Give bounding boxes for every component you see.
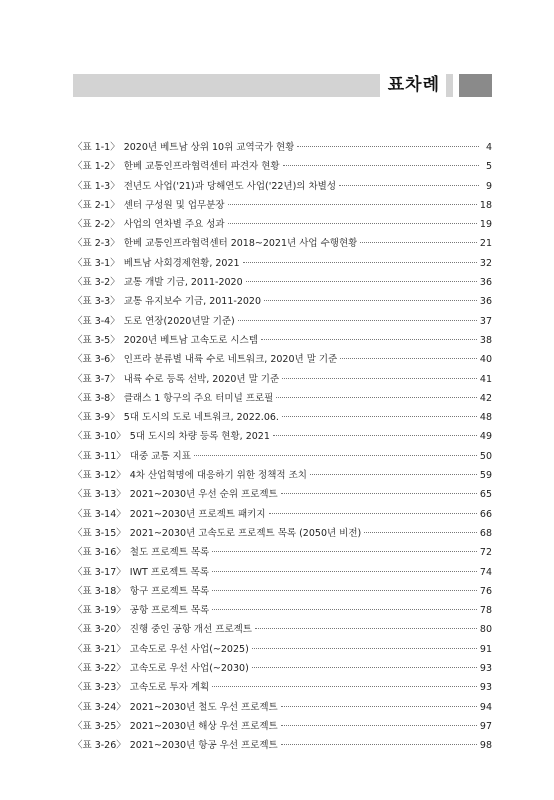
dot-leader [297,146,479,147]
toc-entry[interactable] [73,467,492,486]
toc-entry-label: 〈표 3-19〉 [73,605,126,617]
toc-entry-label: 〈표 1-1〉 [73,142,120,153]
toc-entry[interactable] [73,274,492,293]
toc-entry-title: 2021~2030년 프로젝트 패키지 [129,508,266,520]
toc-entry-label: 〈표 3-24〉 [73,701,126,713]
dot-leader [282,416,477,417]
toc-entry-label: 〈표 3-13〉 [73,489,126,501]
toc-entry[interactable] [73,332,492,351]
dot-leader [228,223,477,224]
toc-entry-title: 한베 교통인프라협력센터 파견자 현황 [123,161,280,173]
dot-leader [264,300,477,301]
toc-entry[interactable] [73,371,492,390]
dot-leader [246,281,477,282]
toc-entry-title: 5대 도시의 도로 네트워크, 2022.06. [123,412,279,424]
toc-entry[interactable] [73,293,492,312]
toc-entry-page: 65 [479,489,492,501]
dot-leader [212,609,477,610]
toc-entry-title: 항구 프로젝트 목록 [129,585,210,597]
toc-entry-page: 93 [479,663,492,675]
toc-entry-page: 36 [479,296,492,308]
toc-entry[interactable] [73,390,492,409]
toc-header [73,74,492,97]
toc-entry[interactable] [73,621,492,640]
toc-entry-page: 9 [485,180,492,192]
dot-leader [281,706,477,707]
toc-entry-label: 〈표 3-1〉 [73,257,120,269]
toc-entry[interactable] [73,448,492,467]
dot-leader [283,165,479,166]
toc-entry-label: 〈표 3-20〉 [73,624,126,636]
toc-entry[interactable] [73,564,492,583]
toc-entry-title: 한베 교통인프라협력센터 2018~2021년 사업 수행현황 [123,238,358,250]
dot-leader [212,571,477,572]
toc-entry[interactable] [73,602,492,621]
toc-entry-label: 〈표 3-22〉 [73,663,126,675]
dot-leader [281,744,477,745]
toc-entry[interactable] [73,679,492,698]
toc-entry-title: 2020년 베트남 상위 10위 교역국가 현황 [123,142,295,153]
toc-entry[interactable] [73,428,492,447]
dot-leader [364,532,477,533]
toc-entry-page: 42 [479,392,492,404]
toc-entry-page: 21 [479,238,492,250]
toc-entry-title: 공항 프로젝트 목록 [129,605,210,617]
dot-leader [228,204,477,205]
toc-entry[interactable] [73,699,492,718]
toc-entry-label: 〈표 3-3〉 [73,296,120,308]
dot-leader [261,339,477,340]
toc-entry-page: 80 [479,624,492,636]
toc-entry-label: 〈표 1-3〉 [73,180,120,192]
toc-entry[interactable] [73,158,492,177]
toc-entry-title: 고속도로 우선 사업(~2025) [129,643,249,655]
toc-entry[interactable] [73,660,492,679]
toc-entry-page: 94 [479,701,492,713]
toc-entry-title: 4차 산업혁명에 대응하기 위한 정책적 조치 [129,470,307,482]
toc-entry-label: 〈표 1-2〉 [73,161,120,173]
toc-entry[interactable] [73,718,492,737]
toc-entry-page: 98 [479,740,492,752]
toc-entry-title: 교통 개발 기금, 2011-2020 [123,277,243,289]
toc-entry-label: 〈표 3-10〉 [73,431,126,443]
toc-entry-page: 38 [479,334,492,346]
toc-entry-title: 내륙 수로 등록 선박, 2020년 말 기준 [123,373,280,385]
toc-entry-label: 〈표 3-7〉 [73,373,120,385]
toc-entry-page: 40 [479,354,492,366]
toc-entry-title: 교통 유지보수 기금, 2011-2020 [123,296,261,308]
toc-entry-title: 사업의 연차별 주요 성과 [123,219,225,231]
toc-entry-title: 대중 교통 지표 [129,450,191,462]
dot-leader [281,493,477,494]
dot-leader [212,590,477,591]
toc-entry-title: 2020년 베트남 고속도로 시스템 [123,334,258,346]
dot-leader [273,435,477,436]
dot-leader [212,686,477,687]
toc-entry-title: 2021~2030년 고속도로 프로젝트 목록 (2050년 비전) [129,527,362,539]
toc-entry-label: 〈표 3-26〉 [73,740,126,752]
dot-leader [282,378,477,379]
toc-entry-label: 〈표 3-17〉 [73,566,126,578]
toc-entry-label: 〈표 3-8〉 [73,392,120,404]
toc-entry[interactable] [73,544,492,563]
dot-leader [238,320,477,321]
dot-leader [310,474,477,475]
toc-entry-label: 〈표 3-23〉 [73,682,126,694]
dot-leader [243,262,477,263]
dot-leader [194,455,477,456]
dot-leader [340,358,477,359]
toc-entry-title: 철도 프로젝트 목록 [129,547,210,559]
toc-entry-label: 〈표 3-11〉 [73,450,126,462]
toc-entry-title: IWT 프로젝트 목록 [129,566,209,578]
toc-entry[interactable] [73,216,492,235]
toc-entry[interactable] [73,525,492,544]
toc-entry-page: 59 [479,470,492,482]
dot-leader [281,725,477,726]
toc-entry[interactable] [73,486,492,505]
toc-entry-page: 32 [479,257,492,269]
toc-entry-title: 전년도 사업('21)과 당해연도 사업('22년)의 차별성 [123,180,337,192]
toc-entry-title: 2021~2030년 항공 우선 프로젝트 [129,740,278,752]
toc-entry-label: 〈표 2-1〉 [73,199,120,211]
toc-entry-label: 〈표 3-9〉 [73,412,120,424]
dot-leader [276,397,477,398]
toc-entry[interactable] [73,506,492,525]
toc-entry[interactable] [73,641,492,660]
toc-entry-label: 〈표 3-12〉 [73,470,126,482]
toc-entry-page: 49 [479,431,492,443]
toc-entry-page: 18 [479,199,492,211]
toc-entry-title: 클래스 1 항구의 주요 터미널 프로필 [123,392,274,404]
toc-entry-title: 베트남 사회경제현황, 2021 [123,257,240,269]
toc-entry-title: 도로 연장(2020년말 기준) [123,315,235,327]
toc-entry-page: 66 [479,508,492,520]
toc-entry-title: 고속도로 우선 사업(~2030) [129,663,249,675]
toc-entry[interactable] [73,409,492,428]
dot-leader [360,242,477,243]
toc-entry-page: 72 [479,547,492,559]
toc-entry-label: 〈표 3-14〉 [73,508,126,520]
toc-entry[interactable] [73,235,492,254]
toc-entry-label: 〈표 3-2〉 [73,277,120,289]
toc-entry-label: 〈표 2-3〉 [73,238,120,250]
toc-entry-page: 76 [479,585,492,597]
toc-entry-label: 〈표 3-16〉 [73,547,126,559]
toc-entry-page: 74 [479,566,492,578]
toc-entry-page: 48 [479,412,492,424]
toc-entry[interactable] [73,351,492,370]
toc-entry[interactable] [73,583,492,602]
page-title: 표차례 [380,73,446,98]
toc-entry-title: 2021~2030년 우선 순위 프로젝트 [129,489,278,501]
toc-entry-label: 〈표 3-6〉 [73,354,120,366]
toc-entry[interactable] [73,737,492,756]
toc-entry[interactable] [73,139,492,158]
dot-leader [269,513,477,514]
toc-entry-page: 4 [485,142,492,153]
toc-entry-label: 〈표 2-2〉 [73,219,120,231]
header-block [459,74,492,97]
toc-entry-page: 41 [479,373,492,385]
toc-entry[interactable] [73,255,492,274]
toc-entry-title: 고속도로 투자 계획 [129,682,210,694]
toc-entry-page: 68 [479,527,492,539]
toc-entry-page: 78 [479,605,492,617]
toc-entry[interactable] [73,197,492,216]
table-of-tables-list [73,139,492,757]
dot-leader [252,667,477,668]
toc-entry-page: 36 [479,277,492,289]
toc-entry-label: 〈표 3-5〉 [73,334,120,346]
toc-entry-label: 〈표 3-15〉 [73,527,126,539]
toc-entry-label: 〈표 3-18〉 [73,585,126,597]
toc-entry-page: 97 [479,720,492,732]
toc-entry-page: 91 [479,643,492,655]
toc-entry-title: 2021~2030년 철도 우선 프로젝트 [129,701,278,713]
dot-leader [255,628,477,629]
toc-entry-label: 〈표 3-25〉 [73,720,126,732]
toc-entry-page: 37 [479,315,492,327]
dot-leader [212,551,477,552]
toc-entry-page: 5 [485,161,492,173]
toc-entry-title: 2021~2030년 해상 우선 프로젝트 [129,720,278,732]
toc-entry-title: 진행 중인 공항 개선 프로젝트 [129,624,252,636]
toc-entry-title: 센터 구성원 및 업무분장 [123,199,225,211]
toc-entry-page: 93 [479,682,492,694]
toc-entry-page: 50 [479,450,492,462]
dot-leader [339,185,479,186]
toc-entry-label: 〈표 3-21〉 [73,643,126,655]
dot-leader [252,648,477,649]
toc-entry[interactable] [73,313,492,332]
toc-entry-title: 5대 도시의 차량 등록 현황, 2021 [129,431,270,443]
toc-entry-title: 인프라 분류별 내륙 수로 네트워크, 2020년 말 기준 [123,354,338,366]
toc-entry[interactable] [73,178,492,197]
toc-entry-page: 19 [479,219,492,231]
toc-entry-label: 〈표 3-4〉 [73,315,120,327]
